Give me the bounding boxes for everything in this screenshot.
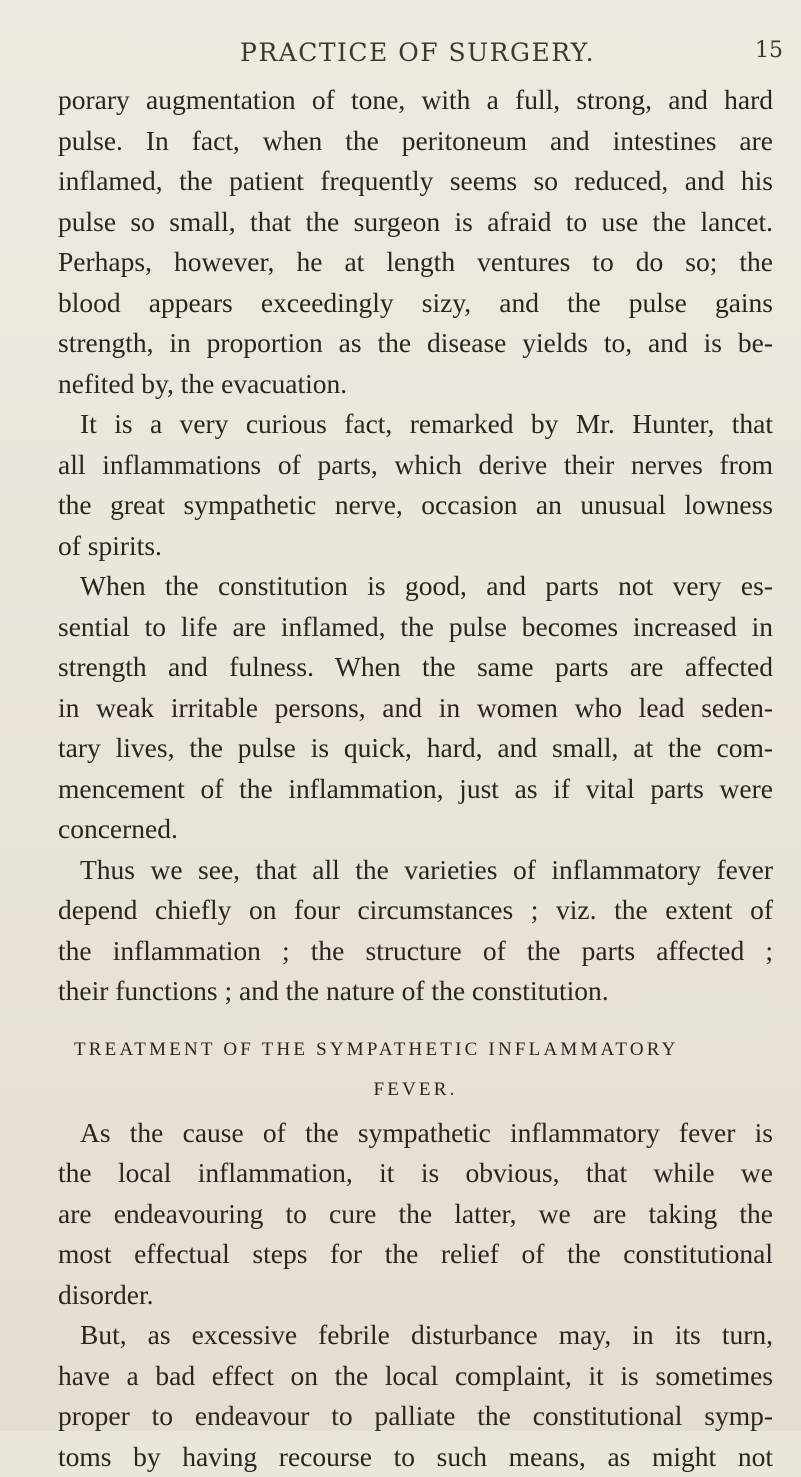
text-line: all inflammations of parts, which derive their nerves from	[58, 445, 773, 486]
text-line: inflamed, the patient frequently seems so reduced, and his	[58, 161, 773, 202]
text-line: concerned.	[58, 809, 773, 850]
paragraph	[58, 404, 773, 566]
text-line: It is a very curious fact, remarked by Mr. Hunter, that	[58, 404, 773, 445]
text-line: pulse so small, that the surgeon is afraid to use the lancet.	[58, 202, 773, 243]
text-line: the inflammation ; the structure of the parts affected ;	[58, 931, 773, 972]
text-line: Perhaps, however, he at length ventures to do so; the	[58, 242, 773, 283]
text-line: disorder.	[58, 1275, 773, 1316]
section-heading-line: FEVER.	[58, 1070, 773, 1111]
text-line: mencement of the inflammation, just as if vital parts were	[58, 769, 773, 810]
text-line: strength and fulness. When the same parts are affected	[58, 647, 773, 688]
text-line: Thus we see, that all the varieties of inflammatory fever	[58, 850, 773, 891]
paragraph	[58, 850, 773, 1012]
text-line: have a bad effect on the local complaint, it is sometimes	[58, 1356, 773, 1397]
text-line: most effectual steps for the relief of the constitutional	[58, 1234, 773, 1275]
text-line: nefited by, the evacuation.	[58, 364, 773, 405]
text-line: When the constitution is good, and parts not very es-	[58, 566, 773, 607]
paragraph	[58, 566, 773, 850]
section-heading-line: TREATMENT OF THE SYMPATHETIC INFLAMMATORY	[58, 1030, 773, 1071]
text-line: the local inflammation, it is obvious, that while we	[58, 1153, 773, 1194]
text-line: of spirits.	[58, 526, 773, 567]
text-line: in weak irritable persons, and in women who lead seden-	[58, 688, 773, 729]
text-line: the great sympathetic nerve, occasion an unusual lowness	[58, 485, 773, 526]
text-line: their functions ; and the nature of the constitution.	[58, 971, 773, 1012]
section-heading	[58, 1030, 773, 1111]
paragraph	[58, 1113, 773, 1316]
text-line: toms by having recourse to such means, as might not	[58, 1437, 773, 1477]
text-line: But, as excessive febrile disturbance may, in its turn,	[58, 1315, 773, 1356]
text-line: sential to life are inflamed, the pulse becomes increased in	[58, 607, 773, 648]
running-title: PRACTICE OF SURGERY.	[240, 38, 595, 67]
running-head	[0, 28, 801, 68]
text-line: tary lives, the pulse is quick, hard, and small, at the com-	[58, 728, 773, 769]
paragraph	[58, 1315, 773, 1477]
text-line: blood appears exceedingly sizy, and the pulse gains	[58, 283, 773, 324]
body-text	[58, 80, 773, 1477]
text-line: strength, in proportion as the disease yields to, and is be-	[58, 323, 773, 364]
text-line: depend chiefly on four circumstances ; viz. the extent of	[58, 890, 773, 931]
text-line: proper to endeavour to palliate the constitutional symp-	[58, 1396, 773, 1437]
text-line: pulse. In fact, when the peritoneum and intestines are	[58, 121, 773, 162]
text-line: porary augmentation of tone, with a full, strong, and hard	[58, 80, 773, 121]
text-line: are endeavouring to cure the latter, we are taking the	[58, 1194, 773, 1235]
paragraph	[58, 80, 773, 404]
page-number: 15	[755, 38, 783, 63]
text-line: As the cause of the sympathetic inflammatory fever is	[58, 1113, 773, 1154]
